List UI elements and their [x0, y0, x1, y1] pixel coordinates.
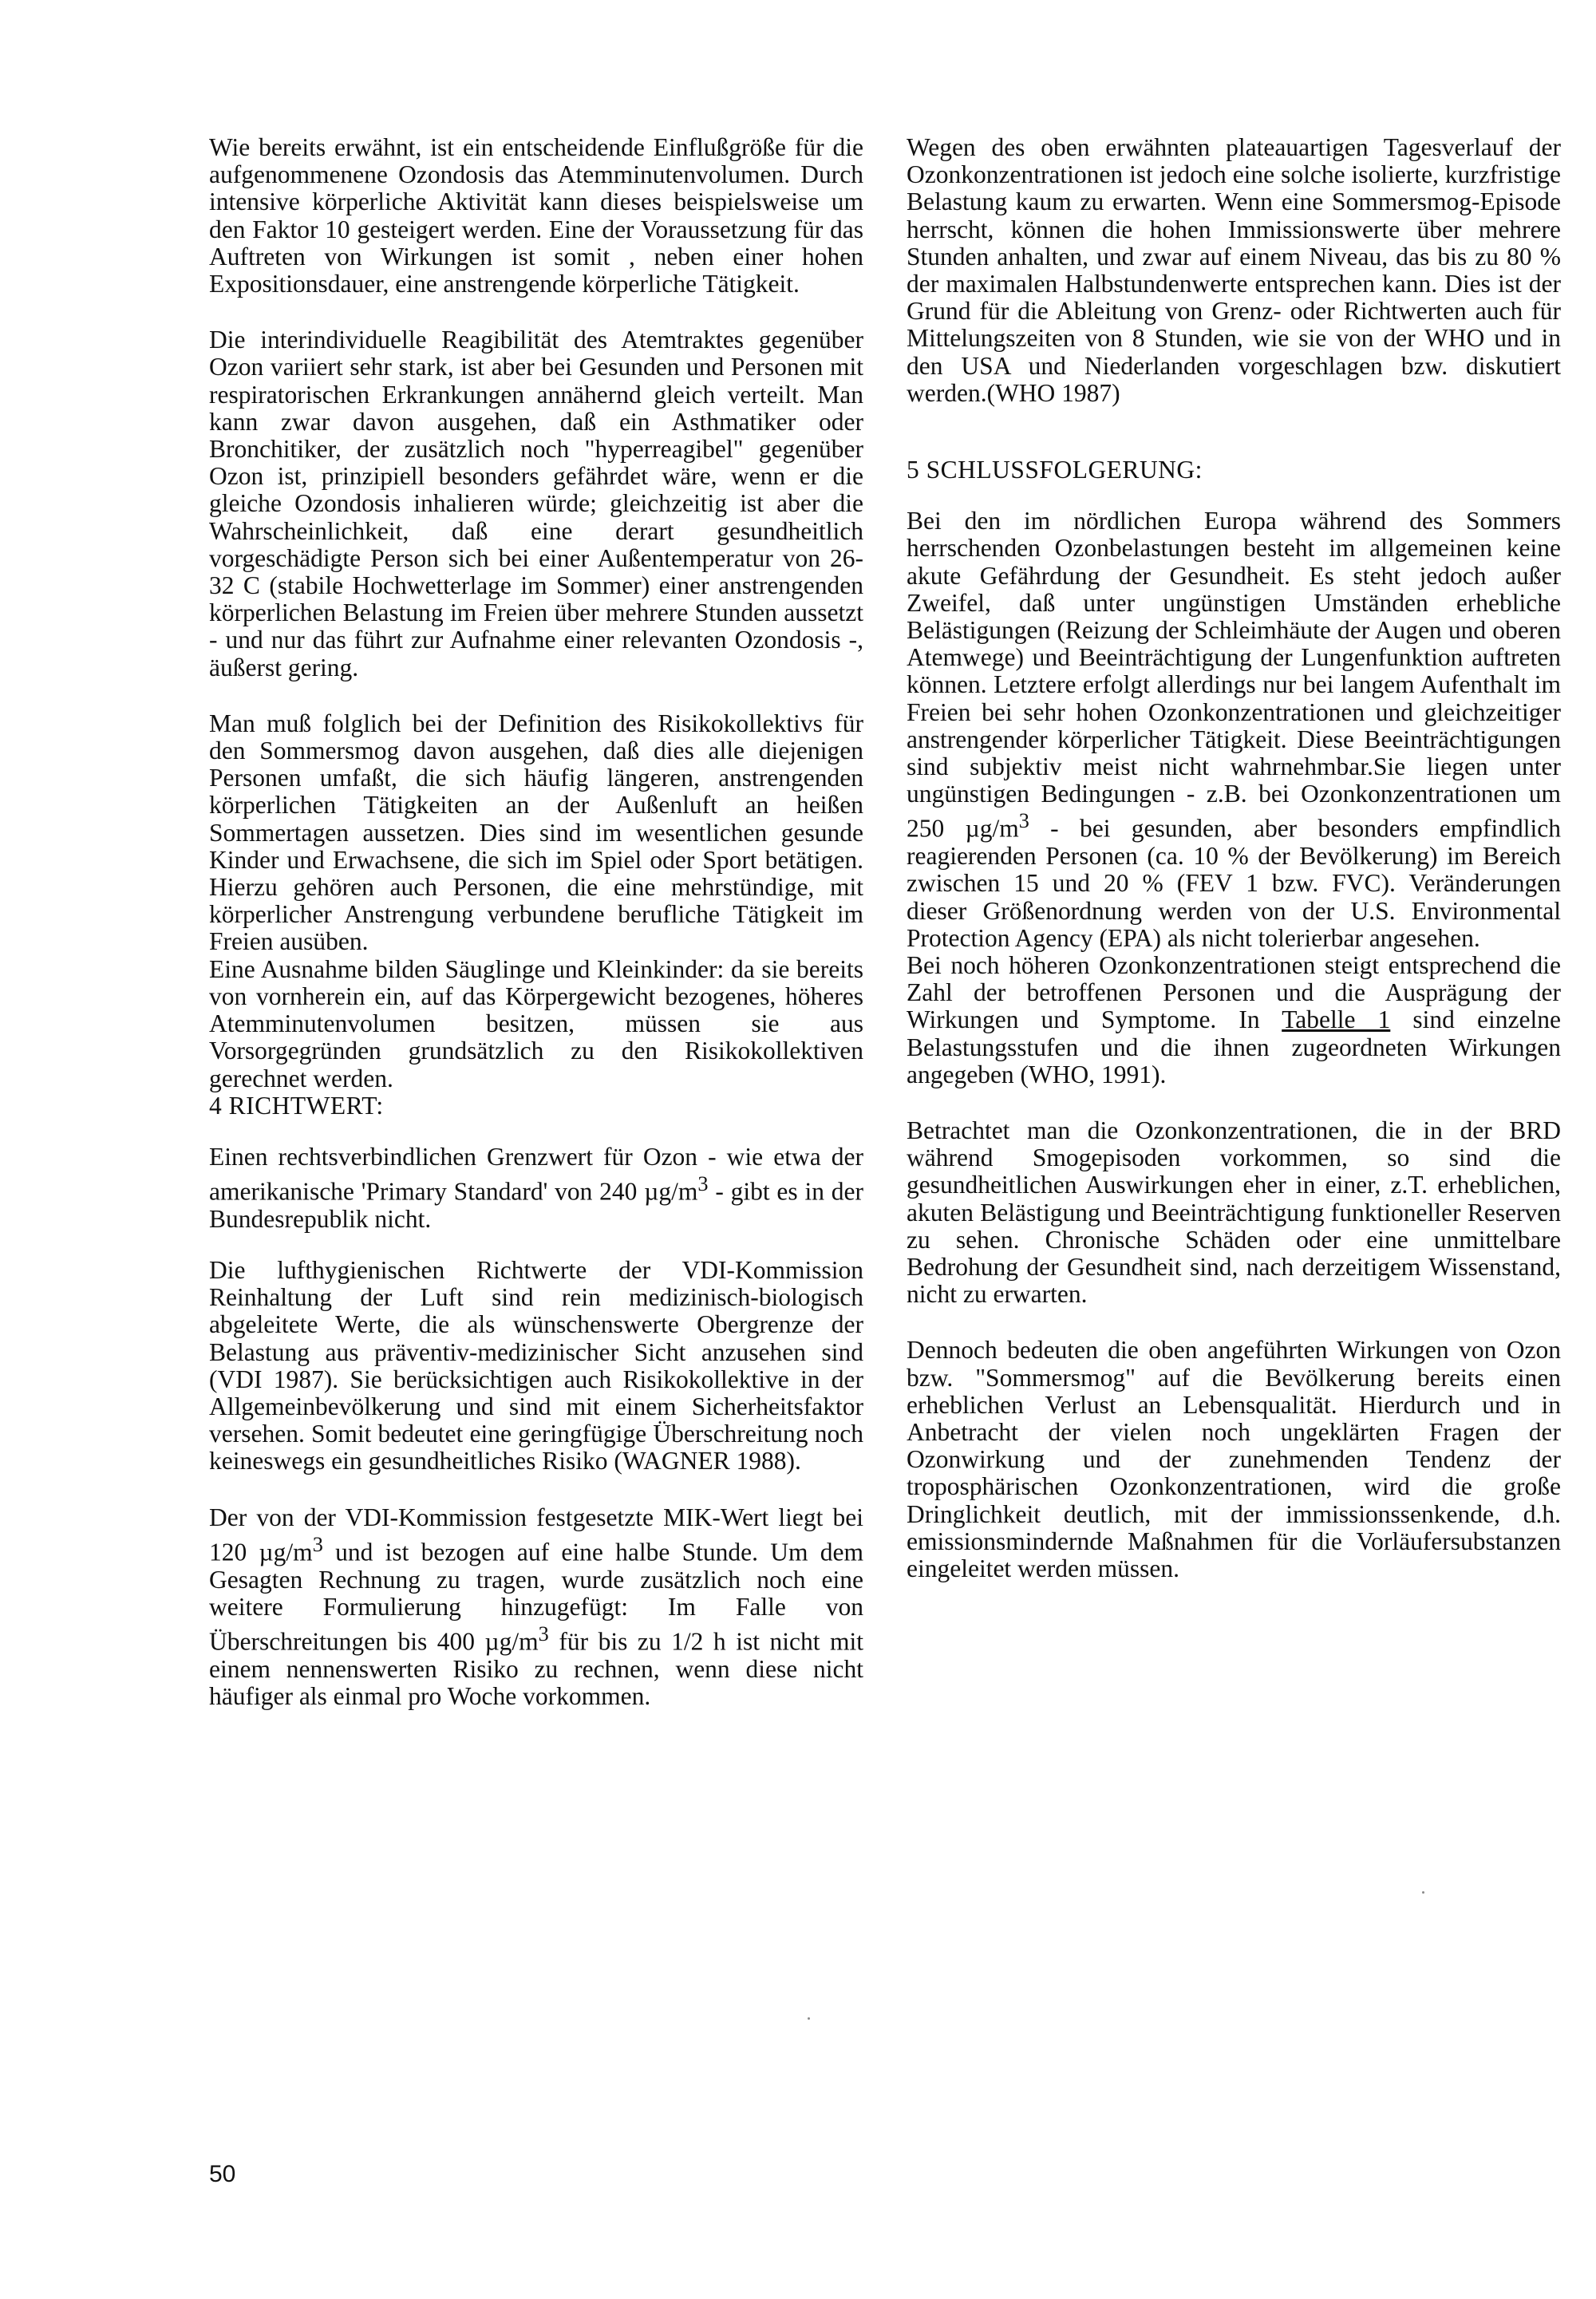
text-segment: Der von der VDI-Kommission festgesetzte MIK-Wert liegt bei 120 µg/m	[209, 1503, 863, 1566]
text-segment: sind einzelne Belastungsstufen und die ihnen zugeordneten Wirkungen angegeben (WHO, 1991).	[907, 1005, 1561, 1088]
text-segment: Bei noch höheren Ozonkonzentrationen steigt entsprechend die Zahl der betroffenen Personen und die Ausprägung der Wirkungen und Symptome. In	[907, 950, 1561, 1034]
text-segment: - bei gesunden, aber besonders empfindlich reagierenden Personen (ca. 10 % der Bevölkerung) im Bereich zwischen 15 und 20 % (FEV 1 bzw. FVC). Veränderungen dieser Größenordnung werden von der U.S. Environmental Protection Agency (EPA) als nicht tolerierbar angesehen.	[907, 814, 1562, 952]
paragraph-lebensqualitaet: Dennoch bedeuten die oben angeführten Wirkungen von Ozon bzw. "Sommersmog" auf die Bevölkerung bereits einen erheblichen Verlust an Lebensqualität. Hierdurch und in Anbetracht der vielen noch ungeklärten Fragen der Ozonwirkung und der zunehmenden Tendenz der troposphärischen Ozonkonzentrationen, wird die große Dringlichkeit deutlich, mit der immissionssenkende, d.h. emissionsmindernde Maßnahmen für die Vorläufersubstanzen eingeleitet werden müssen.	[907, 1336, 1561, 1583]
paragraph-plateau: Wegen des oben erwähnten plateauartigen Tagesverlauf der Ozonkonzentrationen ist jedoch eine solche isolierte, kurzfristige Belastung kaum zu erwarten. Wenn eine Sommersmog-Episode herrscht, können die hohen Immissionswerte über mehrere Stunden anhalten, und zwar auf einem Niveau, das bis zu 80 % der maximalen Halbstundenwerte entsprechen kann. Dies ist der Grund für die Ableitung von Grenz- oder Richtwerten auch für Mittelungszeiten von 8 Stunden, wie sie von der WHO und in den USA und Niederlanden vorgeschlagen bzw. diskutiert werden.(WHO 1987)	[907, 133, 1561, 407]
paragraph-smogepisoden: Betrachtet man die Ozonkonzentrationen, die in der BRD während Smogepisoden vorkommen, so sind die gesundheitlichen Auswirkungen eher in einer, z.T. erheblichen, akuten Belästigung und Beeinträchtigung funktioneller Reserven zu sehen. Chronische Schäden oder eine unmittelbare Bedrohung der Gesundheit sind, nach derzeitigem Wissenstand, nicht zu erwarten.	[907, 1116, 1561, 1309]
scan-speck	[1422, 1891, 1424, 1894]
text-segment: - gibt es in der Bundesrepublik nicht.	[209, 1177, 863, 1233]
superscript: 3	[538, 1622, 549, 1645]
scan-speck	[808, 2017, 810, 2020]
section-heading-richtwert: 4 RICHTWERT:	[209, 1091, 384, 1120]
paragraph-mik-wert	[209, 1504, 863, 1710]
paragraph-grenzwert	[209, 1144, 863, 1233]
right-column	[907, 134, 1561, 1582]
paragraph-risikokollektiv: Man muß folglich bei der Definition des Risikokollektivs für den Sommersmog davon ausgehen, daß dies alle diejenigen Personen umfaßt, die sich häufig längeren, anstrengenden körperlichen Tätigkeiten an der Außenluft an heißen Sommertagen aussetzen. Dies sind im wesentlichen gesunde Kinder und Erwachsene, die sich im Spiel oder Sport betätigen. Hierzu gehören auch Personen, die eine mehrstündige, mit körperlicher Anstrengung verbundene berufliche Tätigkeit im Freien ausüben.	[209, 709, 863, 956]
paragraph-vdi-richtwerte: Die lufthygienischen Richtwerte der VDI-Kommission Reinhaltung der Luft sind rein medizinisch-biologisch abgeleitete Werte, die als wünschenswerte Obergrenze der Belastung aus präventiv-medizinischer Sicht anzusehen sind (VDI 1987). Sie berücksichtigen auch Risikokollektive in der Allgemeinbevölkerung und sind mit einem Sicherheitsfaktor versehen. Somit bedeutet eine geringfügige Überschreitung noch keineswegs ein gesundheitliches Risiko (WAGNER 1988).	[209, 1256, 863, 1475]
text-segment: und ist bezogen auf eine halbe Stunde. Um dem Gesagten Rechnung zu tragen, wurde zusätzlich noch eine weitere Formulierung hinzugefügt: Im Falle von Überschreitungen bis 400 µg/m	[209, 1538, 864, 1656]
paragraph-atemminutenvolumen: Wie bereits erwähnt, ist ein entscheidende Einflußgröße für die aufgenommenene Ozondosis das Atemminutenvolumen. Durch intensive körperliche Aktivität kann dieses beispielsweise um den Faktor 10 gesteigert werden. Eine der Voraussetzung für das Auftreten von Wirkungen ist somit , neben einer hohen Expositionsdauer, eine anstrengende körperliche Tätigkeit.	[209, 133, 863, 298]
section-heading-schlussfolgerung: 5 SCHLUSSFOLGERUNG:	[907, 456, 1203, 484]
superscript: 3	[697, 1172, 709, 1196]
paragraph-ozonbelastung	[907, 508, 1561, 952]
text-segment: Bei den im nördlichen Europa während des Sommers herrschenden Ozonbelastungen besteht im allgemeinen keine akute Gefährdung der Gesundheit. Es steht jedoch außer Zweifel, daß unter ungünstigen Umständen erhebliche Belästigungen (Reizung der Schleimhäute der Augen und oberen Atemwege) und Beeinträchtigung der Lungenfunktion auftreten können. Letztere erfolgt allerdings nur bei langem Aufenthalt im Freien bei sehr hohen Ozonkonzentrationen und gleichzeitiger anstrengender körperlicher Tätigkeit. Diese Beeinträchtigungen sind subjektiv meist nicht wahrnehmbar.Sie liegen unter ungünstigen Bedingungen - z.B. bei Ozonkonzentrationen um 250 µg/m	[907, 507, 1561, 843]
table-reference-link[interactable]: Tabelle 1	[1282, 1005, 1391, 1034]
text-segment: Einen rechtsverbindlichen Grenzwert für Ozon - wie etwa der amerikanische 'Primary Standard' von 240 µg/m	[209, 1142, 863, 1206]
left-column	[209, 134, 863, 1710]
paragraph-reagibilitaet: Die interindividuelle Reagibilität des Atemtraktes gegenüber Ozon variiert sehr stark, ist aber bei Gesunden und Personen mit respiratorischen Erkrankungen annähernd gleich verteilt. Man kann zwar davon ausgehen, daß ein Asthmatiker oder Bronchitiker, der zusätzlich noch "hyperreagibel" gegenüber Ozon ist, prinzipiell besonders gefährdet wäre, wenn er die gleiche Ozondosis inhalieren würde; gleichzeitig ist aber die Wahrscheinlichkeit, daß eine derart gesundheitlich vorgeschädigte Person sich bei einer Außentemperatur von 26-32 C (stabile Hochwetterlage im Sommer) einer anstrengenden körperlichen Belastung im Freien über mehrere Stunden aussetzt - und nur das führt zur Aufnahme einer relevanten Ozondosis -, äußerst gering.	[209, 326, 863, 681]
text-segment: für bis zu 1/2 h ist nicht mit einem nennenswerten Risiko zu rechnen, wenn diese nicht häufiger als einmal pro Woche vorkommen.	[209, 1627, 863, 1710]
superscript: 3	[312, 1532, 323, 1556]
page-number: 50	[209, 2161, 236, 2187]
paragraph-hoehere-konzentrationen	[907, 952, 1561, 1088]
paragraph-saeuglinge: Eine Ausnahme bilden Säuglinge und Kleinkinder: da sie bereits von vornherein ein, auf das Körpergewicht bezogenes, höheres Atemminutenvolumen besitzen, müssen sie aus Vorsorgegründen grundsätzlich zu den Risikokollektiven gerechnet werden.	[209, 954, 863, 1092]
superscript: 3	[1018, 809, 1029, 833]
